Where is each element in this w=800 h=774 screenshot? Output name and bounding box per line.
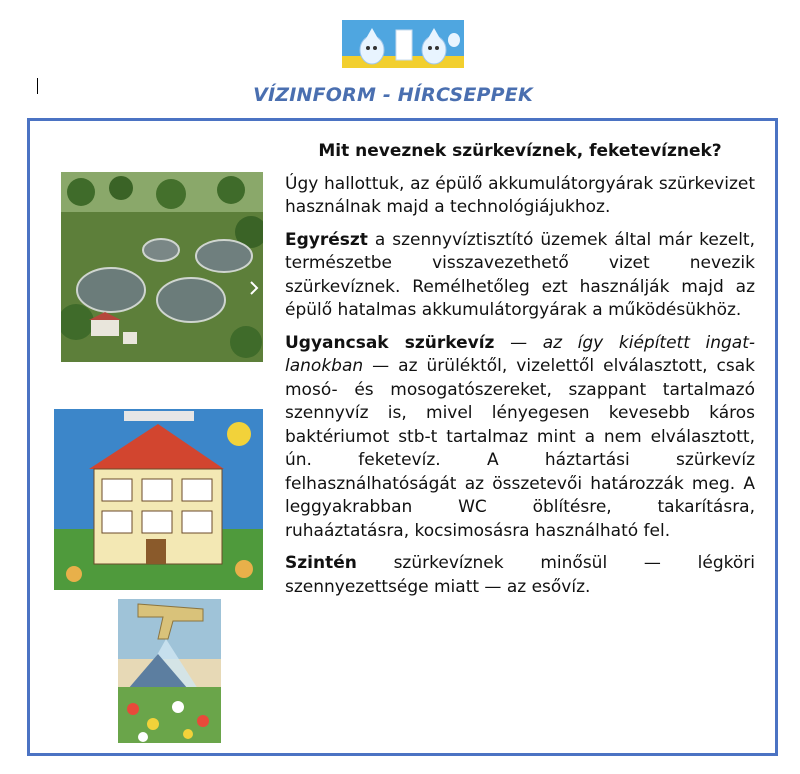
paragraph-egyreszt: [285, 229, 755, 323]
wastewater-plant-image: [61, 172, 263, 362]
house-drawing-image: [54, 409, 263, 590]
intro-paragraph: Úgy hallottuk, az épülő akkumulátorgyárak szürkevizet használnak majd a technológiájukhoz.: [285, 173, 755, 217]
paragraph-lead: Szintén: [285, 553, 357, 573]
rain-landscape-image: [118, 599, 221, 743]
paragraph-ugyancsak: [285, 332, 755, 544]
paragraph-text: a szennyvíztisztító üzemek által már kezelt, természetbe visszavezethető vizet nevezik szürkevíznek. Remélhetőleg ezt használják majd az épülő hatalmas akkumulátorgyárak a működésükhöz.: [285, 229, 755, 320]
paragraph-lead: Ugyancsak szürkevíz: [285, 332, 495, 353]
article-body: [285, 140, 755, 599]
article-heading: Mit neveznek szürkevíznek, feketevíznek?: [318, 141, 722, 161]
paragraph-lead: Egyrészt: [285, 229, 368, 250]
paragraph-text: — az ürüléktől, vizelettől elválasztott, csak mosó- és mosogatószereket, szappant tartalmazó szennyvíz is, mivel lényegesen kevesebb káros baktériumot stb-t tartalmaz mint a nem elválasztott, ún. feketevíz. A háztartási szürkevíz felhasználhatóságát az összetevői határozzák meg. A leggyakrabban WC öblítésre, takarításra, ruhaáztatásra, kocsimosásra használható fel.: [285, 356, 755, 541]
paragraph-italic: az így kiépített ingatlanokban: [285, 332, 756, 376]
paragraph-text: szürkevíznek minősül — légköri szennyezettsége miatt — az esővíz.: [285, 553, 755, 597]
paragraph-szinten: [285, 552, 755, 599]
page-title: VÍZINFORM - HÍRCSEPPEK: [253, 84, 533, 106]
water-drops-logo: [342, 20, 464, 68]
em-dash: —: [494, 332, 543, 353]
